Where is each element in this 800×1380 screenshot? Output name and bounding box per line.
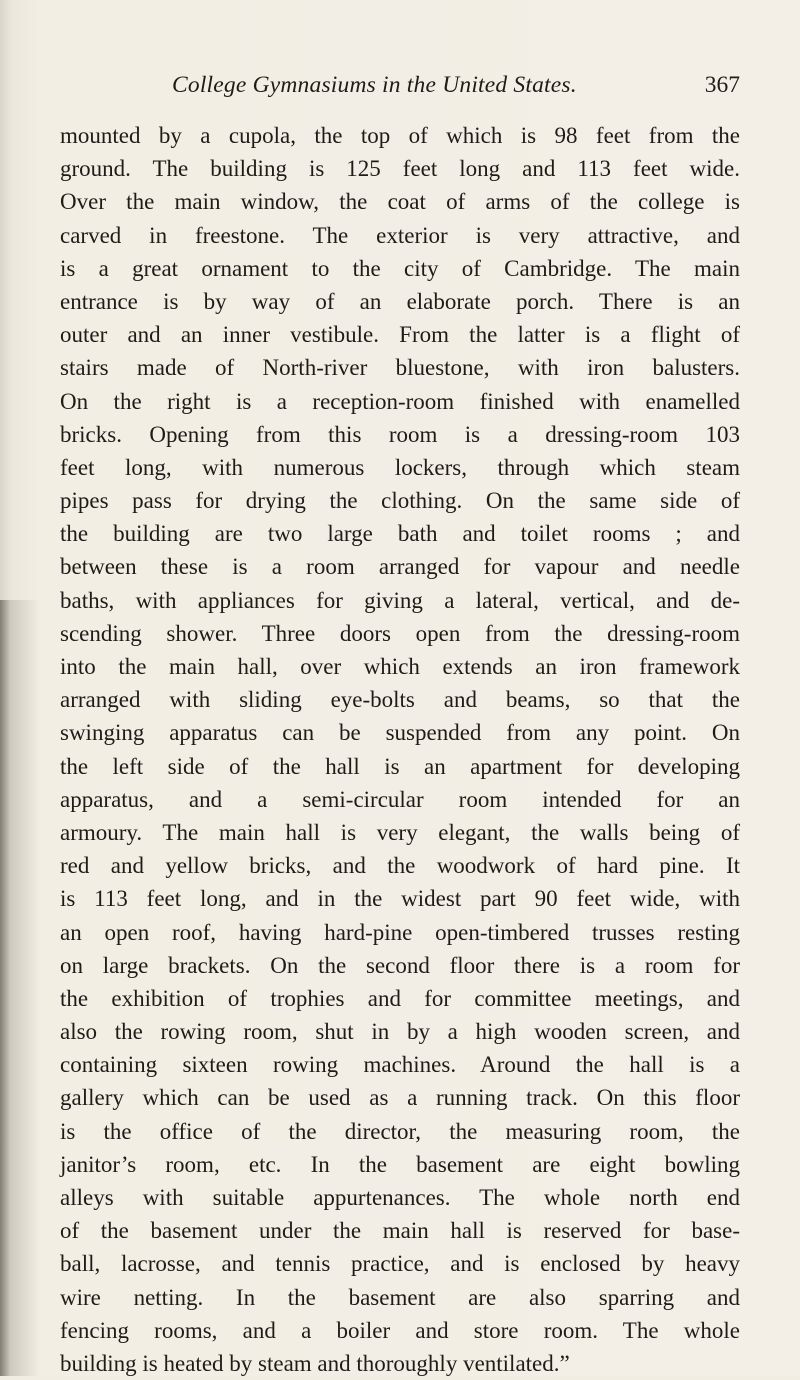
- text-line: carved in freestone. The exterior is very attractive, and: [60, 222, 740, 248]
- text-line: baths, with appliances for giving a lateral, vertical, and de-: [60, 587, 740, 613]
- text-line: fencing rooms, and a boiler and store room. The whole: [60, 1317, 740, 1343]
- text-line: ground. The building is 125 feet long and 113 feet wide.: [60, 156, 740, 182]
- text-line: janitor’s room, etc. In the basement are eight bowling: [60, 1151, 740, 1177]
- text-line: arranged with sliding eye-bolts and beams, so that the: [60, 687, 740, 713]
- binding-shadow: [0, 600, 40, 1376]
- text-line: wire netting. In the basement are also sparring and: [60, 1284, 740, 1310]
- text-line: on large brackets. On the second floor there is a room for: [60, 952, 740, 978]
- text-line: bricks. Opening from this room is a dressing-room 103: [60, 421, 740, 447]
- text-line: feet long, with numerous lockers, through which steam: [60, 454, 740, 480]
- text-line: entrance is by way of an elaborate porch. There is an: [60, 288, 740, 314]
- text-line: Over the main window, the coat of arms of the college is: [60, 189, 740, 215]
- text-line: outer and an inner vestibule. From the latter is a flight of: [60, 322, 740, 348]
- text-line: the building are two large bath and toilet rooms ; and: [60, 521, 740, 547]
- text-line: also the rowing room, shut in by a high wooden screen, and: [60, 1019, 740, 1045]
- text-line: the left side of the hall is an apartment for developing: [60, 753, 740, 779]
- text-line: building is heated by steam and thoroughly ventilated.”: [60, 1350, 570, 1376]
- text-line: mounted by a cupola, the top of which is 98 feet from the: [60, 123, 740, 148]
- text-line: scending shower. Three doors open from the dressing-room: [60, 620, 740, 646]
- text-line: into the main hall, over which extends an iron framework: [60, 654, 740, 679]
- text-line: of the basement under the main hall is reserved for base-: [60, 1218, 740, 1244]
- text-line: the exhibition of trophies and for committee meetings, and: [60, 985, 740, 1011]
- text-line: alleys with suitable appurtenances. The whole north end: [60, 1185, 740, 1210]
- text-line: gallery which can be used as a running track. On this floor: [60, 1085, 740, 1111]
- text-line: is the office of the director, the measuring room, the: [60, 1118, 740, 1144]
- text-line: pipes pass for drying the clothing. On the same side of: [60, 488, 740, 514]
- text-line: swinging apparatus can be suspended from any point. On: [60, 720, 740, 746]
- text-line: red and yellow bricks, and the woodwork of hard pine. It: [60, 853, 740, 879]
- text-line: an open roof, having hard-pine open-timbered trusses resting: [60, 919, 740, 945]
- text-line: ball, lacrosse, and tennis practice, and is enclosed by heavy: [60, 1251, 740, 1277]
- text-line: apparatus, and a semi-circular room intended for an: [60, 786, 740, 812]
- text-line: On the right is a reception-room finished with enamelled: [60, 388, 740, 414]
- text-line: is 113 feet long, and in the widest part 90 feet wide, with: [60, 886, 740, 912]
- running-head: College Gymnasiums in the United States.: [172, 72, 577, 98]
- body-paragraph: [60, 119, 740, 1380]
- text-line: containing sixteen rowing machines. Around the hall is a: [60, 1052, 740, 1078]
- text-line: stairs made of North-river bluestone, with iron balusters.: [60, 355, 740, 381]
- text-line: armoury. The main hall is very elegant, the walls being of: [60, 819, 740, 845]
- text-line: is a great ornament to the city of Cambridge. The main: [60, 255, 740, 281]
- text-line: between these is a room arranged for vapour and needle: [60, 554, 740, 580]
- page-header: [120, 72, 740, 112]
- page-number: 367: [704, 72, 740, 98]
